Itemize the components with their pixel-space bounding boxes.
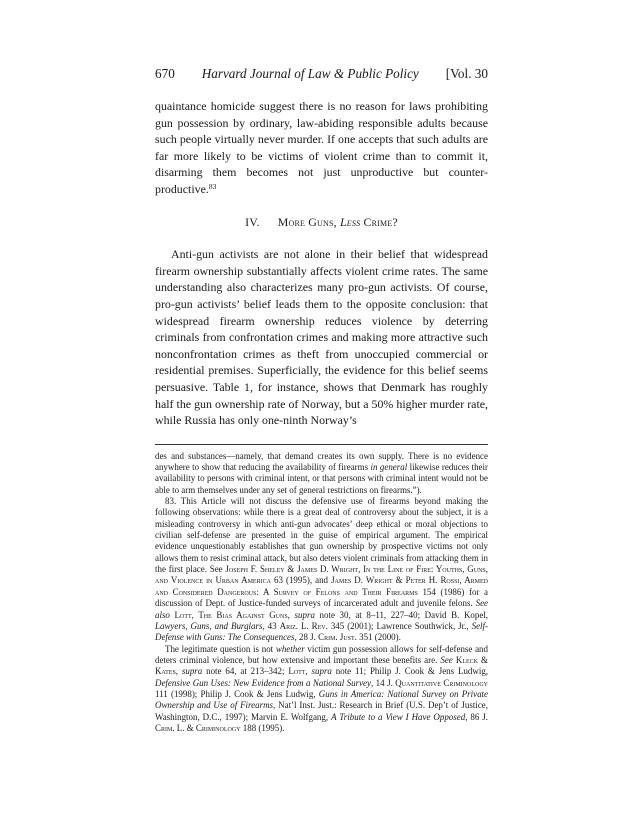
citation-journal: Ariz. L. Rev. (279, 620, 328, 631)
footnote-text: 188 (1995). (240, 722, 285, 733)
footnote-text: 345 (2001); Lawrence Southwick, Jr., (327, 620, 472, 631)
footnote-83-paragraph-2 (155, 644, 488, 735)
footnote-text: 111 (1998); Philip J. Cook & Jens Ludwig, (155, 688, 319, 699)
citation-title: Joseph F. Sheley & James D. Wright, In the Line of Fire: Youths, Guns, and Violence in Urban America (155, 564, 489, 586)
footnote-text: 83. This Article will not discuss the defensive use of firearms beyond making the following observations: while there is a great deal of controversy about the subject, it is a misleading controversy in which anti-gun advocates’ deep ethical or moral objections to civilian self-defense are presented in the guise of empirical argument. The empirical evidence unquestionably establishes that gun ownership by prospective victims not only allows them to resist criminal attack, but also deters violent criminals from attacking them in the first place. See (155, 496, 488, 575)
footnote-text: victim gun possession allows for self-defense and deters criminal violence, but how extensive and important these benefits are. (155, 643, 488, 665)
page-number: 670 (155, 66, 175, 81)
section-number: IV. (245, 214, 260, 229)
citation-title: Self-Defense with Guns: The Consequences (155, 620, 488, 643)
footnote-83 (155, 496, 488, 643)
body-paragraph-2: Anti-gun activists are not alone in their belief that widespread firearm ownership substantially affects violent crime rates. The same understanding also characterizes many pro-gun activists. Of course, pro-gun activists’ belief leads them to the opposite conclusion: that widespread firearm ownership reduces violence by deterring criminals from confrontation crimes and making more attractive such nonconfrontation crimes as theft from unoccupied commercial or residential premises. Superficially, the evidence for this belief seems persuasive. Table 1, for instance, shows that Denmark has roughly half the gun ownership rate of Norway, but a 50% higher murder rate, while Russia has only one-ninth Norway’s (155, 247, 488, 428)
footnote-emphasis: whether (275, 643, 305, 654)
citation-title: Lott, The Bias Against Guns, (174, 609, 290, 620)
citation-signal: supra (294, 609, 315, 620)
footnote-text: note 30, at 8–11, 227–40; David B. Kopel, (314, 609, 489, 620)
citation-title: Lawyers, Guns, and Burglars (155, 620, 263, 631)
footnote-text: 154 (1986) for a discussion of Dept. of Justice-funded surveys of incarcerated adult and juvenile felons. (155, 586, 488, 609)
footnote-emphasis: in general (370, 462, 408, 473)
citation-title: Guns in America: National Survey on Private Ownership and Use of Firearms (155, 688, 488, 711)
citation-signal: See also (155, 598, 488, 620)
footnote-continuation (155, 451, 488, 496)
body-text (155, 98, 488, 429)
footnote-text: des and substances—namely, that demand creates its own supply. There is no evidence anywhere to show that reducing the availability of firearms (155, 450, 488, 473)
citation-journal: Crim. L. & Criminology (155, 722, 241, 733)
footnote-text: The legitimate question is not (165, 643, 276, 654)
footnote-text: , 28 J. (294, 632, 319, 643)
footnote-text: likewise reduces their availability to persons with criminal intent, or that persons with criminal intent would not be able to arm themselves under any set of general restrictions on firearms.”). (155, 462, 488, 495)
section-title-part-3: Crime? (360, 214, 398, 229)
citation-signal: supra (311, 666, 332, 677)
section-title-part-1: More Guns, (277, 214, 340, 229)
citation-journal: Quantitative Criminology (395, 677, 489, 688)
citation-journal: Crim. Just. (318, 632, 357, 643)
document-page (155, 66, 488, 734)
citation-title: James D. Wright & Peter H. Rossi, Armed and Considered Dangerous: A Survey of Felons and Their Firearms (155, 575, 488, 597)
footnote-text: 63 (1995), and (270, 575, 332, 586)
footnotes (155, 451, 488, 735)
citation-author: Kleck & Kates, (155, 654, 488, 677)
footnote-text: , Nat’l Inst. Just.: Research in Brief (U.S. Dep’t of Justice, Washington, D.C., 1997); Marvin E. Wolfgang, (155, 700, 488, 722)
citation-author: Lott, (288, 666, 308, 677)
footnote-text: , 14 J. (370, 677, 396, 688)
footnote-text: , 86 J. (465, 711, 489, 722)
body-paragraph-1-text: quaintance homicide suggest there is no reason for laws prohibiting gun possession by ordinary, law-abiding responsible adults because such people virtually never murder. If one accepts that such adults are far more likely to be victims of violent crime than to commit it, disarming them becomes not just unproductive but counter-productive. (155, 99, 488, 196)
footnote-text: note 11; Philip J. Cook & Jens Ludwig, (331, 666, 489, 677)
footnote-text: 351 (2000). (356, 632, 401, 643)
citation-title: A Tribute to a View I Have Opposed (331, 711, 466, 722)
footnote-divider (155, 444, 488, 445)
section-heading (155, 214, 488, 231)
section-title-part-2: Less (339, 214, 361, 229)
footnote-text: , 43 (262, 620, 280, 631)
running-head (155, 66, 488, 86)
footnote-ref-83[interactable]: 83 (208, 181, 217, 191)
volume-label: [Vol. 30 (445, 66, 488, 81)
citation-title: Defensive Gun Uses: New Evidence from a National Survey (155, 677, 371, 688)
body-paragraph-1 (155, 98, 488, 198)
citation-signal: supra (181, 666, 203, 677)
journal-title: Harvard Journal of Law & Public Policy (201, 66, 419, 81)
footnote-text: note 64, at 213–342; (202, 666, 289, 677)
citation-signal: See (440, 654, 453, 665)
